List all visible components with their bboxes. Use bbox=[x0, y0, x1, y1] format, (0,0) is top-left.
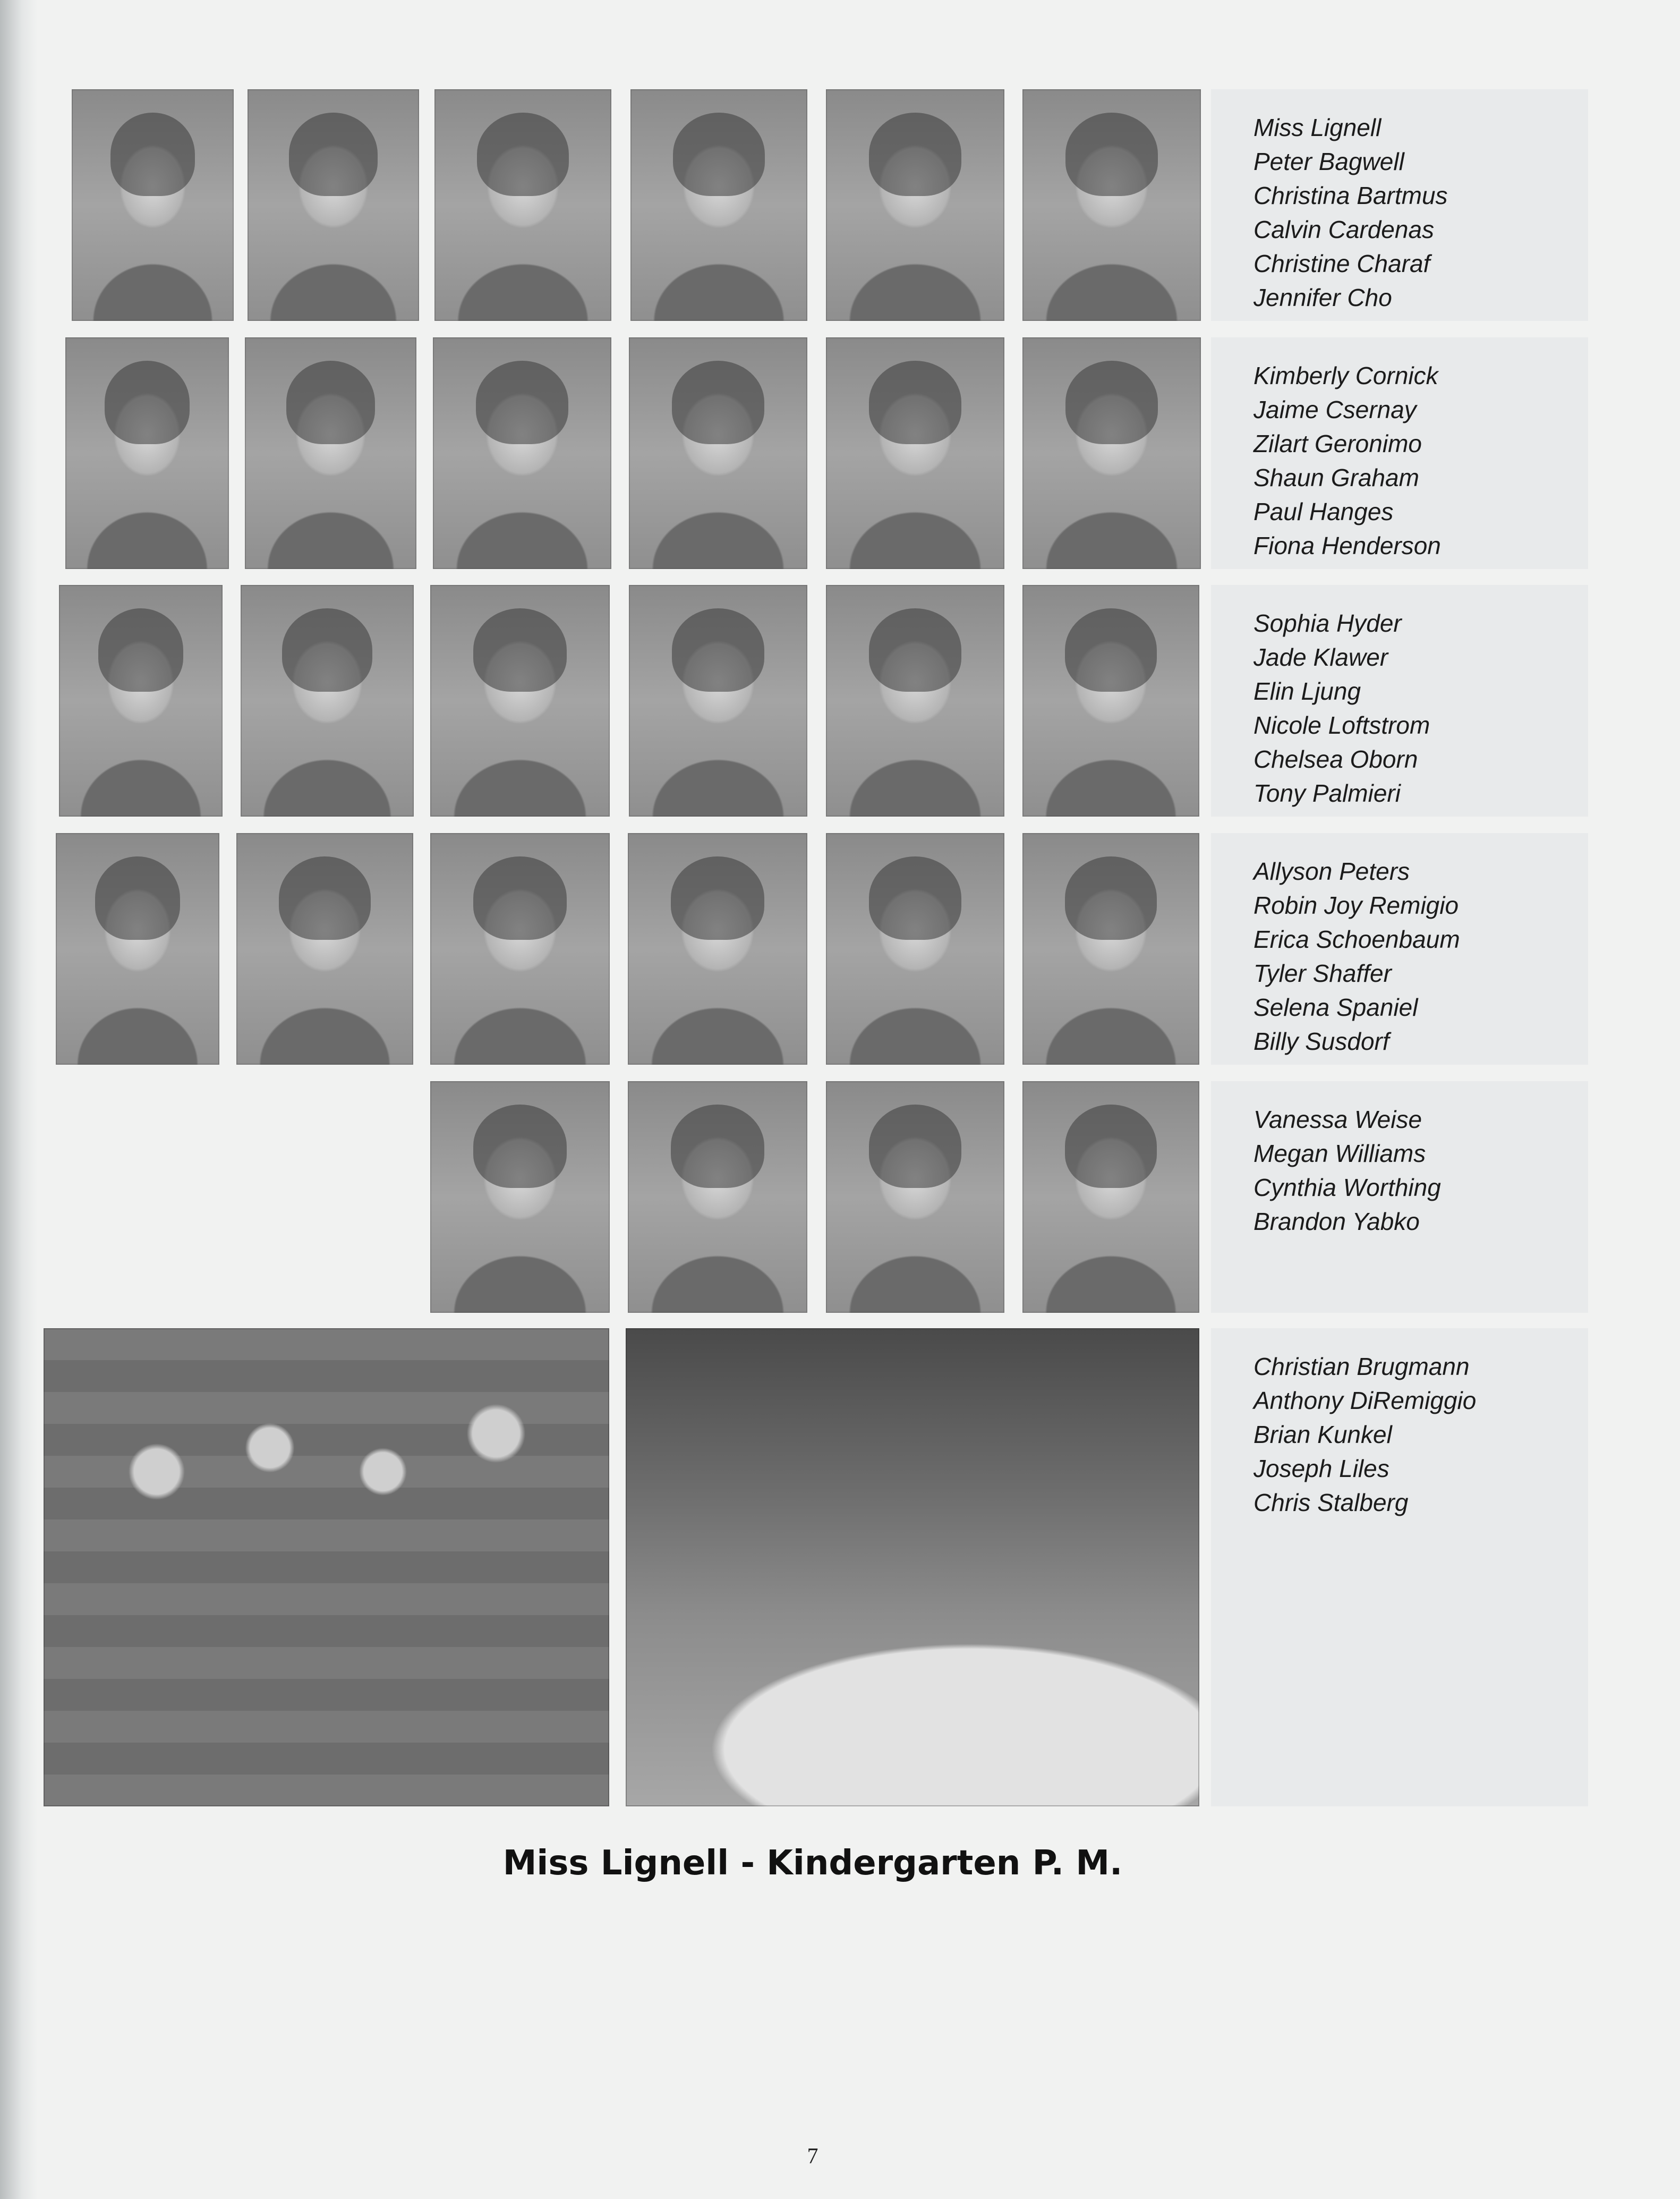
student-name: Joseph Liles bbox=[1253, 1455, 1389, 1482]
portrait-row-2 bbox=[0, 337, 1680, 569]
student-name: Brian Kunkel bbox=[1253, 1421, 1392, 1448]
student-name: Jaime Csernay bbox=[1253, 396, 1417, 423]
portrait-photo bbox=[56, 833, 219, 1065]
student-name: Elin Ljung bbox=[1253, 677, 1361, 705]
student-name: Brandon Yabko bbox=[1253, 1208, 1420, 1235]
student-name: Chelsea Oborn bbox=[1253, 745, 1418, 773]
student-name: Zilart Geronimo bbox=[1253, 430, 1422, 457]
student-name: Tony Palmieri bbox=[1253, 779, 1401, 807]
portrait-photo bbox=[1022, 1081, 1199, 1313]
student-name: Tyler Shaffer bbox=[1253, 960, 1392, 987]
portrait-photo bbox=[629, 585, 807, 817]
portrait-photo bbox=[628, 1081, 807, 1313]
student-name: Anthony DiRemiggio bbox=[1253, 1387, 1477, 1414]
student-name: Chris Stalberg bbox=[1253, 1489, 1409, 1516]
student-name: Peter Bagwell bbox=[1253, 148, 1404, 175]
student-name: Christine Charaf bbox=[1253, 250, 1430, 277]
portrait-photo bbox=[1022, 833, 1199, 1065]
portrait-photo bbox=[430, 585, 610, 817]
student-name: Megan Williams bbox=[1253, 1140, 1426, 1167]
portrait-photo bbox=[248, 89, 419, 321]
portrait-photo bbox=[241, 585, 414, 817]
student-name: Nicole Loftstrom bbox=[1253, 711, 1430, 739]
group-photo bbox=[44, 1328, 609, 1806]
candid-photo-row bbox=[0, 1328, 1680, 1806]
name-list bbox=[1253, 1102, 1441, 1238]
name-list bbox=[1253, 111, 1448, 315]
name-list bbox=[1253, 854, 1460, 1058]
portrait-photo bbox=[628, 833, 807, 1065]
portrait-photo bbox=[72, 89, 234, 321]
student-name: Jennifer Cho bbox=[1253, 284, 1392, 311]
portrait-photo bbox=[430, 833, 610, 1065]
student-name: Fiona Henderson bbox=[1253, 532, 1441, 559]
portrait-row-1 bbox=[0, 89, 1680, 321]
student-name: Vanessa Weise bbox=[1253, 1106, 1422, 1133]
portrait-photo bbox=[236, 833, 413, 1065]
student-name: Robin Joy Remigio bbox=[1253, 892, 1459, 919]
student-name: Selena Spaniel bbox=[1253, 994, 1418, 1021]
page-number: 7 bbox=[807, 2144, 818, 2169]
name-list bbox=[1253, 359, 1441, 563]
student-name: Kimberly Cornick bbox=[1253, 362, 1438, 389]
student-name: Shaun Graham bbox=[1253, 464, 1419, 491]
portrait-photo bbox=[826, 89, 1004, 321]
student-name: Sophia Hyder bbox=[1253, 609, 1402, 637]
student-name: Miss Lignell bbox=[1253, 114, 1381, 141]
student-name: Jade Klawer bbox=[1253, 643, 1388, 671]
portrait-photo bbox=[433, 337, 611, 569]
portrait-photo bbox=[1022, 89, 1201, 321]
portrait-row-5 bbox=[0, 1081, 1680, 1313]
portrait-photo bbox=[630, 89, 807, 321]
page-caption: Miss Lignell - Kindergarten P. M. bbox=[502, 1844, 1123, 1883]
portrait-photo bbox=[826, 585, 1004, 817]
student-name: Billy Susdorf bbox=[1253, 1028, 1389, 1055]
student-name: Christian Brugmann bbox=[1253, 1353, 1470, 1380]
student-name: Erica Schoenbaum bbox=[1253, 926, 1460, 953]
portrait-row-4 bbox=[0, 833, 1680, 1065]
portrait-photo bbox=[629, 337, 807, 569]
portrait-photo bbox=[430, 1081, 610, 1313]
portrait-photo bbox=[434, 89, 611, 321]
portrait-row-3 bbox=[0, 585, 1680, 817]
portrait-photo bbox=[826, 1081, 1004, 1313]
portrait-photo bbox=[826, 337, 1004, 569]
student-name: Christina Bartmus bbox=[1253, 182, 1448, 209]
student-name: Allyson Peters bbox=[1253, 857, 1410, 885]
portrait-photo bbox=[1022, 585, 1199, 817]
name-list bbox=[1253, 606, 1430, 810]
classroom-photo bbox=[626, 1328, 1199, 1806]
portrait-photo bbox=[65, 337, 229, 569]
portrait-photo bbox=[245, 337, 416, 569]
portrait-photo bbox=[59, 585, 223, 817]
student-name: Cynthia Worthing bbox=[1253, 1174, 1441, 1201]
portrait-photo bbox=[826, 833, 1004, 1065]
name-list bbox=[1253, 1349, 1476, 1519]
student-name: Calvin Cardenas bbox=[1253, 216, 1435, 243]
portrait-photo bbox=[1022, 337, 1201, 569]
student-name: Paul Hanges bbox=[1253, 498, 1394, 525]
